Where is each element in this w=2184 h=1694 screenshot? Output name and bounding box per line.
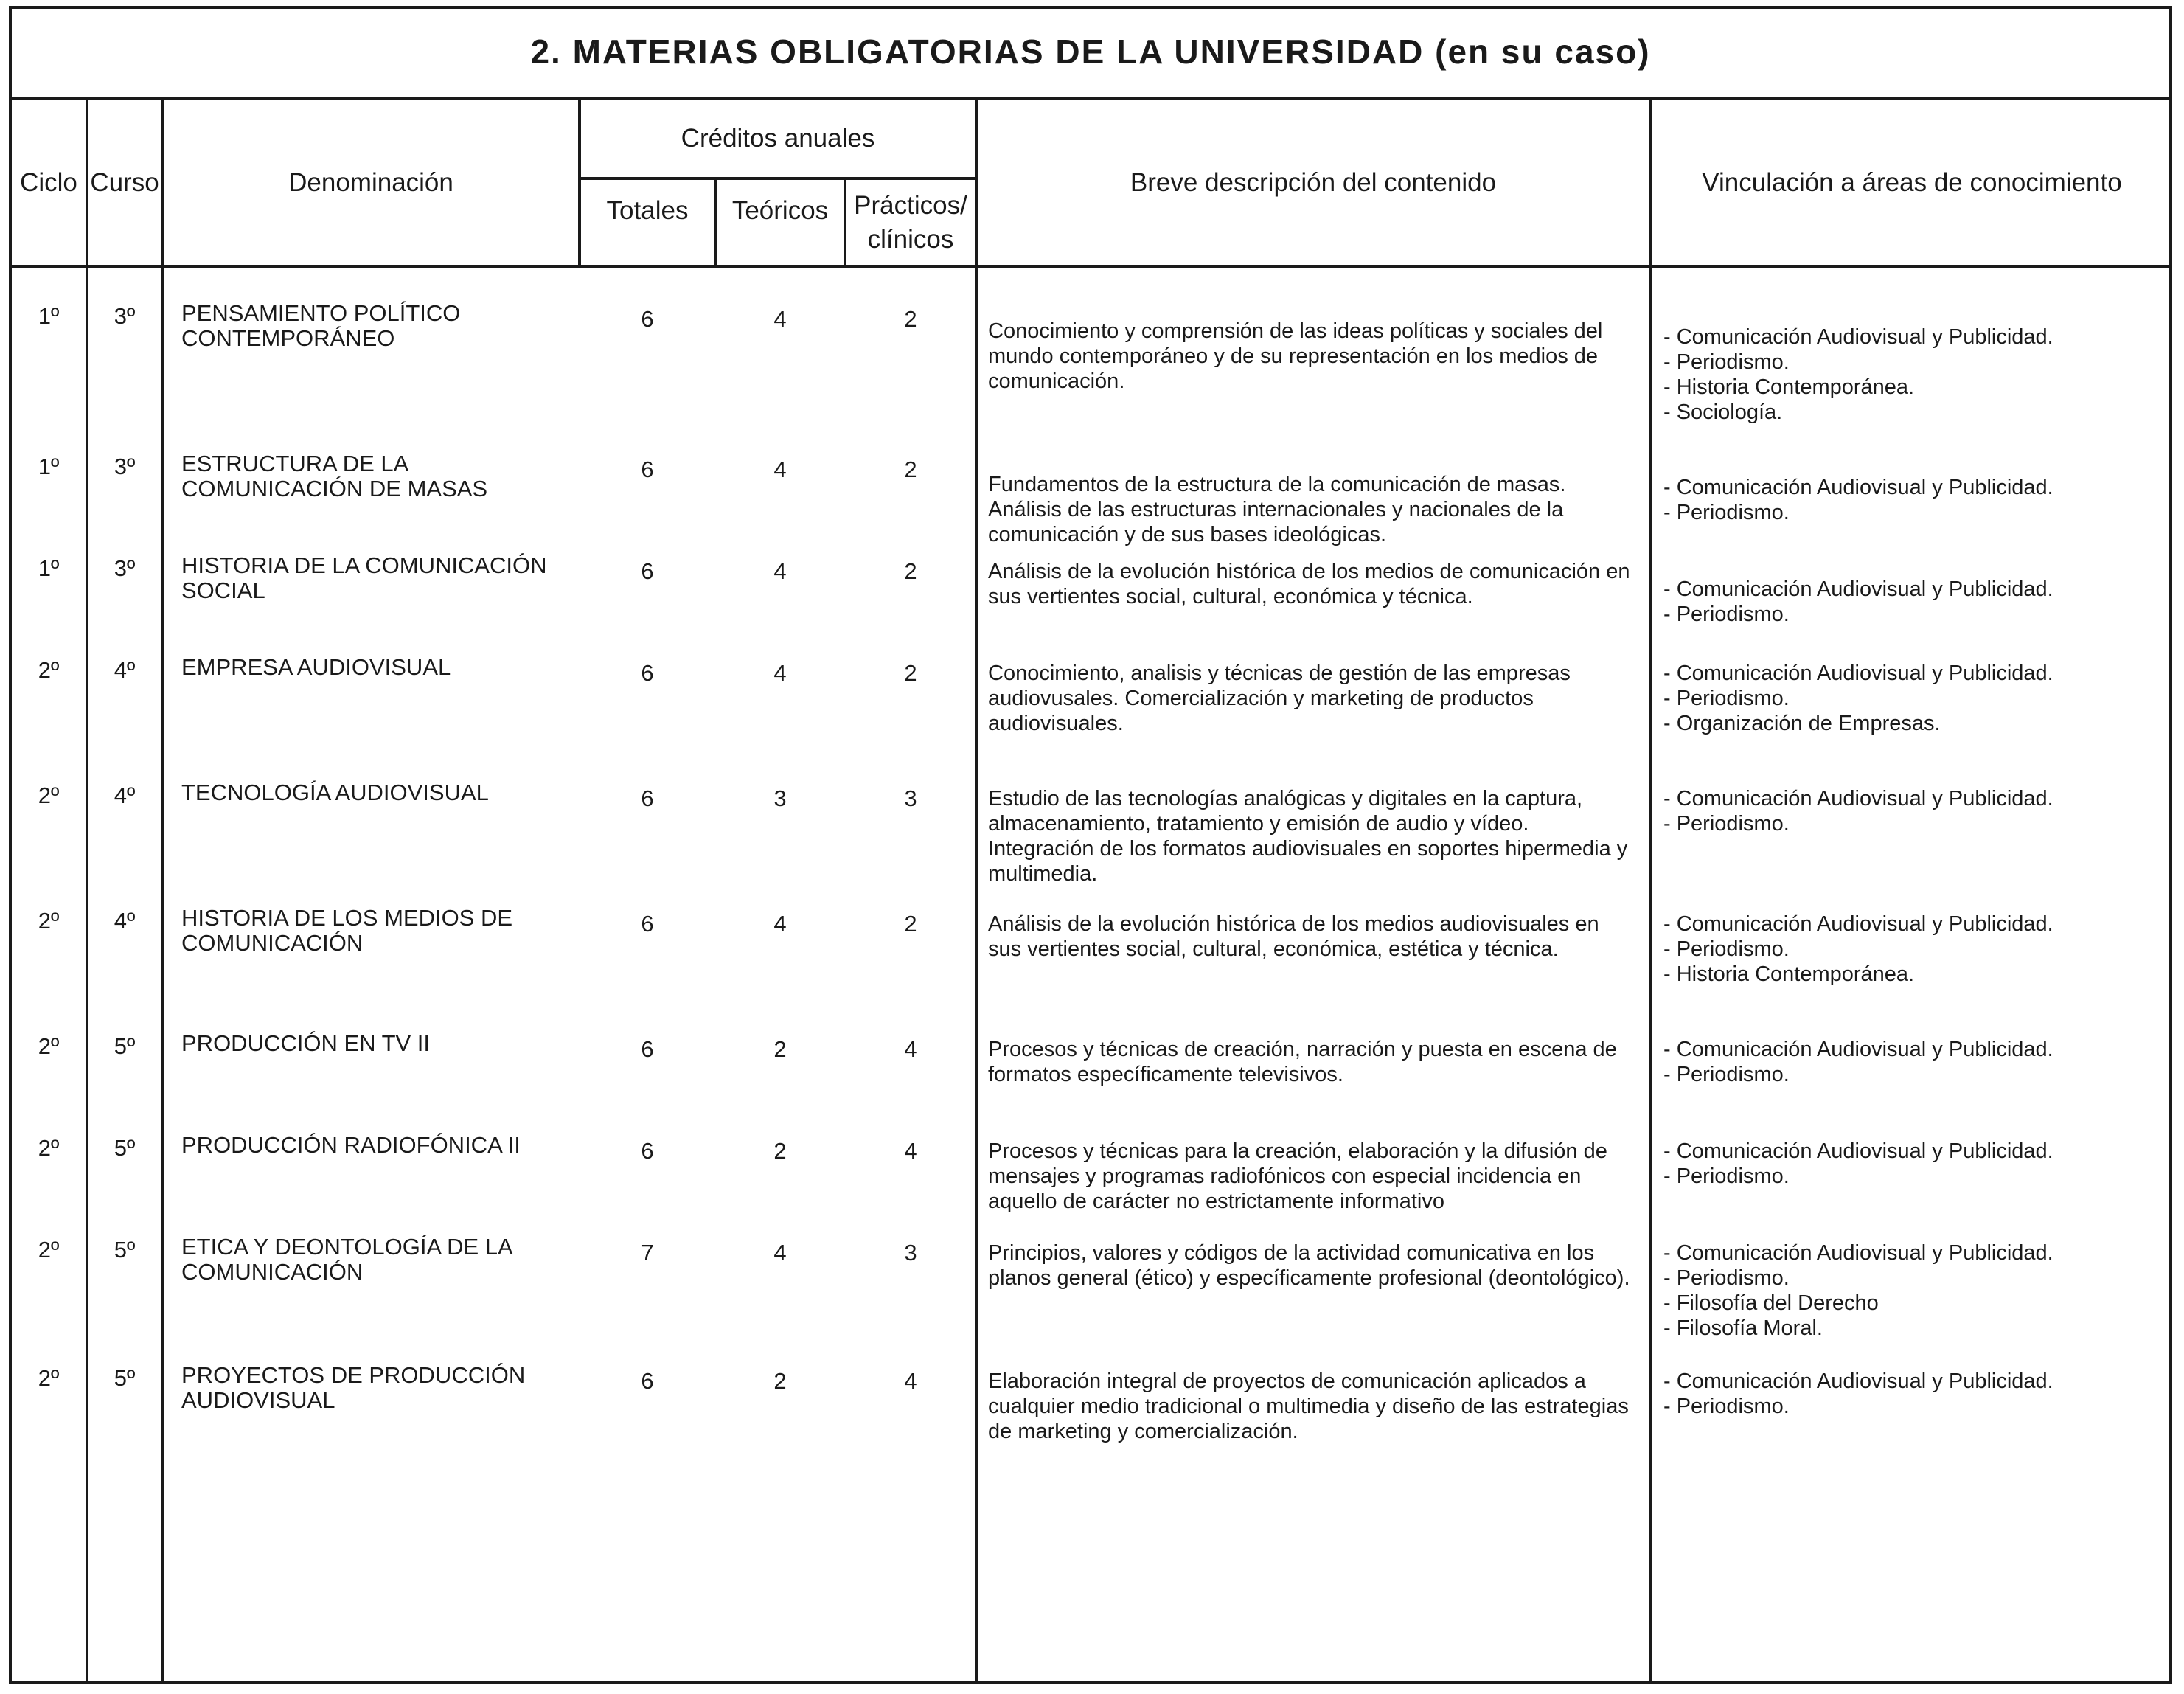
cell-teoricos: 4 bbox=[773, 660, 787, 686]
cell-areas bbox=[1663, 577, 2165, 627]
area-item: - Comunicación Audiovisual y Publicidad. bbox=[1663, 662, 2053, 685]
cell-curso: 5º bbox=[114, 1237, 136, 1263]
cell-areas bbox=[1663, 912, 2165, 987]
header-practicos-clinicos: Prácticos/ clínicos bbox=[854, 191, 967, 254]
cell-teoricos: 3 bbox=[773, 785, 787, 811]
cell-totales: 6 bbox=[641, 785, 654, 811]
cell-teoricos: 4 bbox=[773, 1240, 787, 1266]
area-item: - Historia Contemporánea. bbox=[1663, 375, 1915, 399]
area-item: - Periodismo. bbox=[1663, 603, 1790, 626]
cell-teoricos: 4 bbox=[773, 457, 787, 482]
cell-areas bbox=[1663, 1037, 2165, 1087]
cell-denominacion: PRODUCCIÓN RADIOFÓNICA II bbox=[181, 1132, 521, 1158]
area-item: - Filosofía Moral. bbox=[1663, 1316, 1823, 1340]
area-item: - Filosofía del Derecho bbox=[1663, 1291, 1879, 1315]
column-rule-curso bbox=[161, 97, 164, 1683]
area-item: - Periodismo. bbox=[1663, 1063, 1790, 1086]
cell-curso: 4º bbox=[114, 782, 136, 808]
header-bottom-rule bbox=[9, 265, 2172, 268]
cell-denominacion: HISTORIA DE LA COMUNICACIÓN SOCIAL bbox=[181, 552, 547, 603]
header-denominacion: Denominación bbox=[288, 168, 453, 197]
area-item: - Comunicación Audiovisual y Publicidad. bbox=[1663, 1370, 2053, 1393]
area-item: - Periodismo. bbox=[1663, 350, 1790, 374]
cell-totales: 7 bbox=[641, 1240, 654, 1266]
header-creditos-anuales: Créditos anuales bbox=[681, 124, 875, 153]
column-rule-descripcion bbox=[1649, 97, 1652, 1683]
cell-descripcion: Procesos y técnicas para la creación, elaboración y la difusión de mensajes y programas radiofónicos con especial incidencia en aquello de carácter no estrictamente informativo bbox=[988, 1139, 1607, 1213]
column-rule-creditos bbox=[975, 97, 978, 1683]
cell-ciclo: 1º bbox=[38, 555, 60, 581]
area-item: - Comunicación Audiovisual y Publicidad. bbox=[1663, 577, 2053, 601]
cell-descripcion: Elaboración integral de proyectos de comunicación aplicados a cualquier medio tradicional o multimedia y diseño de las estrategias de marketing y comercialización. bbox=[988, 1370, 1629, 1443]
cell-ciclo: 2º bbox=[38, 657, 60, 683]
cell-denominacion: HISTORIA DE LOS MEDIOS DE COMUNICACIÓN bbox=[181, 905, 513, 956]
area-item: - Sociología. bbox=[1663, 400, 1783, 424]
area-item: - Comunicación Audiovisual y Publicidad. bbox=[1663, 325, 2053, 349]
cell-practicos: 2 bbox=[904, 558, 917, 584]
cell-denominacion: PRODUCCIÓN EN TV II bbox=[181, 1030, 431, 1056]
header-teoricos: Teóricos bbox=[731, 196, 829, 225]
area-item: - Comunicación Audiovisual y Publicidad. bbox=[1663, 1241, 2053, 1265]
cell-practicos: 4 bbox=[904, 1138, 917, 1164]
cell-totales: 6 bbox=[641, 1036, 654, 1062]
cell-ciclo: 2º bbox=[38, 782, 60, 808]
header-ciclo: Ciclo bbox=[20, 168, 77, 197]
cell-descripcion: Análisis de la evolución histórica de los medios audiovisuales en sus vertientes social, cultural, económica, estética y técnica. bbox=[988, 912, 1599, 961]
cell-denominacion: ESTRUCTURA DE LA COMUNICACIÓN DE MASAS bbox=[181, 451, 488, 501]
cell-totales: 6 bbox=[641, 558, 654, 584]
cell-totales: 6 bbox=[641, 306, 654, 332]
cell-areas bbox=[1663, 1139, 2165, 1189]
cell-totales: 6 bbox=[641, 660, 654, 686]
cell-practicos: 2 bbox=[904, 660, 917, 686]
column-rule-ciclo bbox=[86, 97, 88, 1683]
cell-denominacion: ETICA Y DEONTOLOGÍA DE LA COMUNICACIÓN bbox=[181, 1234, 512, 1285]
cell-curso: 5º bbox=[114, 1365, 136, 1391]
area-item: - Periodismo. bbox=[1663, 1164, 1790, 1188]
area-item: - Comunicación Audiovisual y Publicidad. bbox=[1663, 912, 2053, 936]
cell-curso: 3º bbox=[114, 303, 136, 329]
area-item: - Periodismo. bbox=[1663, 687, 1790, 710]
cell-areas bbox=[1663, 1369, 2165, 1419]
cell-teoricos: 4 bbox=[773, 558, 787, 584]
cell-practicos: 4 bbox=[904, 1368, 917, 1394]
header-descripcion: Breve descripción del contenido bbox=[1130, 168, 1497, 197]
area-item: - Periodismo. bbox=[1663, 812, 1790, 836]
area-item: - Periodismo. bbox=[1663, 501, 1790, 524]
area-item: - Organización de Empresas. bbox=[1663, 712, 1941, 735]
cell-teoricos: 4 bbox=[773, 306, 787, 332]
cell-ciclo: 2º bbox=[38, 1237, 60, 1263]
cell-descripcion: Estudio de las tecnologías analógicas y digitales en la captura, almacenamiento, tratamiento y emisión de audio y vídeo. Integración de los formatos audiovisuales en soportes hipermedia y multimedia. bbox=[988, 787, 1628, 886]
cell-curso: 3º bbox=[114, 454, 136, 479]
cell-teoricos: 2 bbox=[773, 1138, 787, 1164]
cell-totales: 6 bbox=[641, 1368, 654, 1394]
cell-curso: 5º bbox=[114, 1033, 136, 1059]
cell-totales: 6 bbox=[641, 457, 654, 482]
cell-areas bbox=[1663, 475, 2165, 525]
cell-curso: 4º bbox=[114, 908, 136, 934]
cell-practicos: 3 bbox=[904, 785, 917, 811]
cell-descripcion: Análisis de la evolución histórica de los medios de comunicación en sus vertientes social, cultural, económica y técnica. bbox=[988, 560, 1630, 608]
header-totales: Totales bbox=[606, 196, 689, 225]
cell-practicos: 2 bbox=[904, 306, 917, 332]
cell-ciclo: 1º bbox=[38, 303, 60, 329]
cell-teoricos: 2 bbox=[773, 1036, 787, 1062]
header-curso: Curso bbox=[90, 168, 159, 197]
cell-ciclo: 1º bbox=[38, 454, 60, 479]
cell-curso: 5º bbox=[114, 1135, 136, 1161]
cell-descripcion: Procesos y técnicas de creación, narración y puesta en escena de formatos específicamente televisivos. bbox=[988, 1038, 1617, 1086]
cell-ciclo: 2º bbox=[38, 1033, 60, 1059]
cell-denominacion: TECNOLOGÍA AUDIOVISUAL bbox=[181, 780, 489, 805]
cell-descripcion: Fundamentos de la estructura de la comunicación de masas. Análisis de las estructuras internacionales y nacionales de la comunicación y de sus bases ideológicas. bbox=[988, 473, 1566, 546]
area-item: - Comunicación Audiovisual y Publicidad. bbox=[1663, 1038, 2053, 1061]
header-vinculacion: Vinculación a áreas de conocimiento bbox=[1702, 168, 2122, 197]
area-item: - Periodismo. bbox=[1663, 1395, 1790, 1418]
page-title: 2. MATERIAS OBLIGATORIAS DE LA UNIVERSIDAD (en su caso) bbox=[9, 6, 2172, 100]
area-item: - Historia Contemporánea. bbox=[1663, 962, 1915, 986]
cell-practicos: 2 bbox=[904, 911, 917, 937]
cell-areas bbox=[1663, 324, 2165, 425]
cell-teoricos: 2 bbox=[773, 1368, 787, 1394]
cell-descripcion: Conocimiento y comprensión de las ideas políticas y sociales del mundo contemporáneo y de su representación en los medios de comunicación. bbox=[988, 319, 1603, 393]
cell-practicos: 3 bbox=[904, 1240, 917, 1266]
cell-denominacion: EMPRESA AUDIOVISUAL bbox=[181, 654, 451, 680]
cell-denominacion: PROYECTOS DE PRODUCCIÓN AUDIOVISUAL bbox=[181, 1362, 526, 1413]
cell-ciclo: 2º bbox=[38, 1135, 60, 1161]
cell-ciclo: 2º bbox=[38, 908, 60, 934]
area-item: - Periodismo. bbox=[1663, 1266, 1790, 1290]
cell-curso: 4º bbox=[114, 657, 136, 683]
cell-ciclo: 2º bbox=[38, 1365, 60, 1391]
cell-areas bbox=[1663, 661, 2165, 736]
cell-areas bbox=[1663, 1240, 2165, 1341]
cell-teoricos: 4 bbox=[773, 911, 787, 937]
area-item: - Periodismo. bbox=[1663, 937, 1790, 961]
area-item: - Comunicación Audiovisual y Publicidad. bbox=[1663, 1139, 2053, 1163]
cell-curso: 3º bbox=[114, 555, 136, 581]
cell-descripcion: Conocimiento, analisis y técnicas de gestión de las empresas audiovusales. Comercialización y marketing de productos audiovisuales. bbox=[988, 662, 1571, 735]
cell-descripcion: Principios, valores y códigos de la actividad comunicativa en los planos general (ético) y específicamente profesional (deontológico). bbox=[988, 1241, 1630, 1290]
area-item: - Comunicación Audiovisual y Publicidad. bbox=[1663, 787, 2053, 810]
cell-practicos: 2 bbox=[904, 457, 917, 482]
cell-areas bbox=[1663, 786, 2165, 836]
cell-denominacion: PENSAMIENTO POLÍTICO CONTEMPORÁNEO bbox=[181, 300, 461, 351]
cell-totales: 6 bbox=[641, 911, 654, 937]
cell-practicos: 4 bbox=[904, 1036, 917, 1062]
area-item: - Comunicación Audiovisual y Publicidad. bbox=[1663, 476, 2053, 499]
cell-totales: 6 bbox=[641, 1138, 654, 1164]
